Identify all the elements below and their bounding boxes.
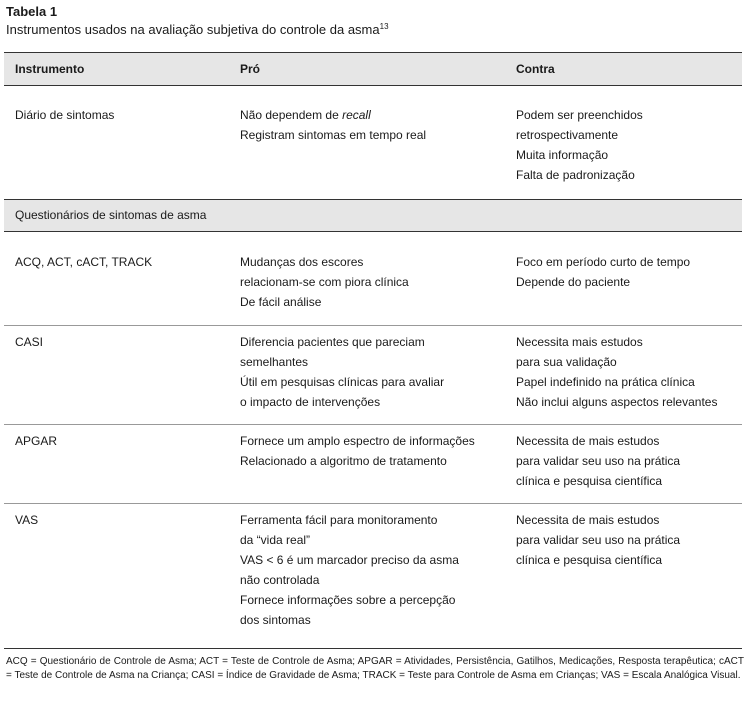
row-contra	[516, 431, 680, 491]
header-contra: Contra	[516, 62, 555, 76]
row-contra-line: para sua validação	[516, 355, 617, 369]
diary-contra-line: Muita informação	[516, 148, 609, 162]
row-contra-line: Necessita de mais estudos	[516, 513, 660, 527]
row-pro-line: dos sintomas	[240, 613, 311, 627]
diary-contra-line: Podem ser preenchidos	[516, 108, 643, 122]
diary-pro-line	[240, 105, 426, 125]
diary-contra	[516, 105, 643, 185]
row-pro	[240, 431, 475, 471]
table-title-reference: 13	[379, 22, 389, 31]
diary-pro	[240, 105, 426, 145]
row-pro-line: Fornece informações sobre a percepção	[240, 593, 456, 607]
row-pro-line: VAS < 6 é um marcador preciso da asma	[240, 553, 459, 567]
diary-pro-line: Registram sintomas em tempo real	[240, 128, 427, 142]
diary-contra-line: retrospectivamente	[516, 128, 619, 142]
header-bottom-rule	[4, 85, 742, 86]
section-bottom-rule	[4, 231, 742, 232]
row-contra-line: para validar seu uso na prática	[516, 454, 681, 468]
table-title	[6, 21, 742, 39]
row-contra-line: para validar seu uso na prática	[516, 533, 681, 547]
row-instrument: CASI	[15, 335, 44, 349]
row-pro-line: o impacto de intervenções	[240, 395, 381, 409]
row-divider	[4, 325, 742, 326]
table-footnote: ACQ = Questionário de Controle de Asma; ACT = Teste de Controle de Asma; APGAR = Atividades, Persistência, Gatilhos, Medicações, Resposta terapêutica; cACT = Teste de Controle de Asma na Criança; CASI = Índice de Gravidade de Asma; TRACK = Teste para Controle de Asma em Crianças; VAS = Escala Analógica Visual.	[6, 656, 744, 681]
row-contra-line: Não inclui alguns aspectos relevantes	[516, 395, 718, 409]
row-contra-line: Depende do paciente	[516, 275, 631, 289]
row-contra-line: Foco em período curto de tempo	[516, 255, 691, 269]
row-pro-line: da “vida real”	[240, 533, 311, 547]
table-title-text: Instrumentos usados na avaliação subjetiva do controle da asma	[6, 22, 380, 37]
header-pro: Pró	[240, 62, 261, 76]
row-contra-line: clínica e pesquisa científica	[516, 474, 663, 488]
section-label: Questionários de sintomas de asma	[15, 208, 207, 222]
row-pro-line: Mudanças dos escores	[240, 255, 364, 269]
header-band	[4, 53, 742, 85]
row-contra-line: Necessita mais estudos	[516, 335, 643, 349]
row-contra	[516, 332, 717, 412]
row-contra-line: Necessita de mais estudos	[516, 434, 660, 448]
row-contra-line: Papel indefinido na prática clínica	[516, 375, 695, 389]
row-divider	[4, 503, 742, 504]
table-caption	[6, 3, 742, 39]
row-pro-line: semelhantes	[240, 355, 309, 369]
row-pro-line: Diferencia pacientes que pareciam	[240, 335, 425, 349]
table-number: Tabela 1	[6, 4, 58, 19]
row-pro-line: Relacionado a algoritmo de tratamento	[240, 454, 447, 468]
row-pro-line: relacionam-se com piora clínica	[240, 275, 409, 289]
diary-contra-line: Falta de padronização	[516, 168, 635, 182]
row-instrument: ACQ, ACT, cACT, TRACK	[15, 255, 153, 269]
diary-pro-prefix: Não dependem de	[240, 108, 343, 122]
row-contra	[516, 510, 680, 570]
row-pro	[240, 332, 444, 412]
row-pro-line: não controlada	[240, 573, 320, 587]
row-pro-line: Fornece um amplo espectro de informações	[240, 434, 475, 448]
row-contra	[516, 252, 690, 292]
row-pro	[240, 252, 409, 312]
row-instrument: APGAR	[15, 434, 58, 448]
header-instrument: Instrumento	[15, 62, 85, 76]
diary-instrument: Diário de sintomas	[15, 108, 115, 122]
table-bottom-rule	[4, 648, 742, 649]
diary-pro-italic: recall	[342, 108, 371, 122]
row-pro-line: Ferramenta fácil para monitoramento	[240, 513, 438, 527]
row-pro-line: De fácil análise	[240, 295, 322, 309]
row-contra-line: clínica e pesquisa científica	[516, 553, 663, 567]
row-instrument: VAS	[15, 513, 39, 527]
row-pro-line: Útil em pesquisas clínicas para avaliar	[240, 375, 445, 389]
row-divider	[4, 424, 742, 425]
row-pro	[240, 510, 459, 630]
